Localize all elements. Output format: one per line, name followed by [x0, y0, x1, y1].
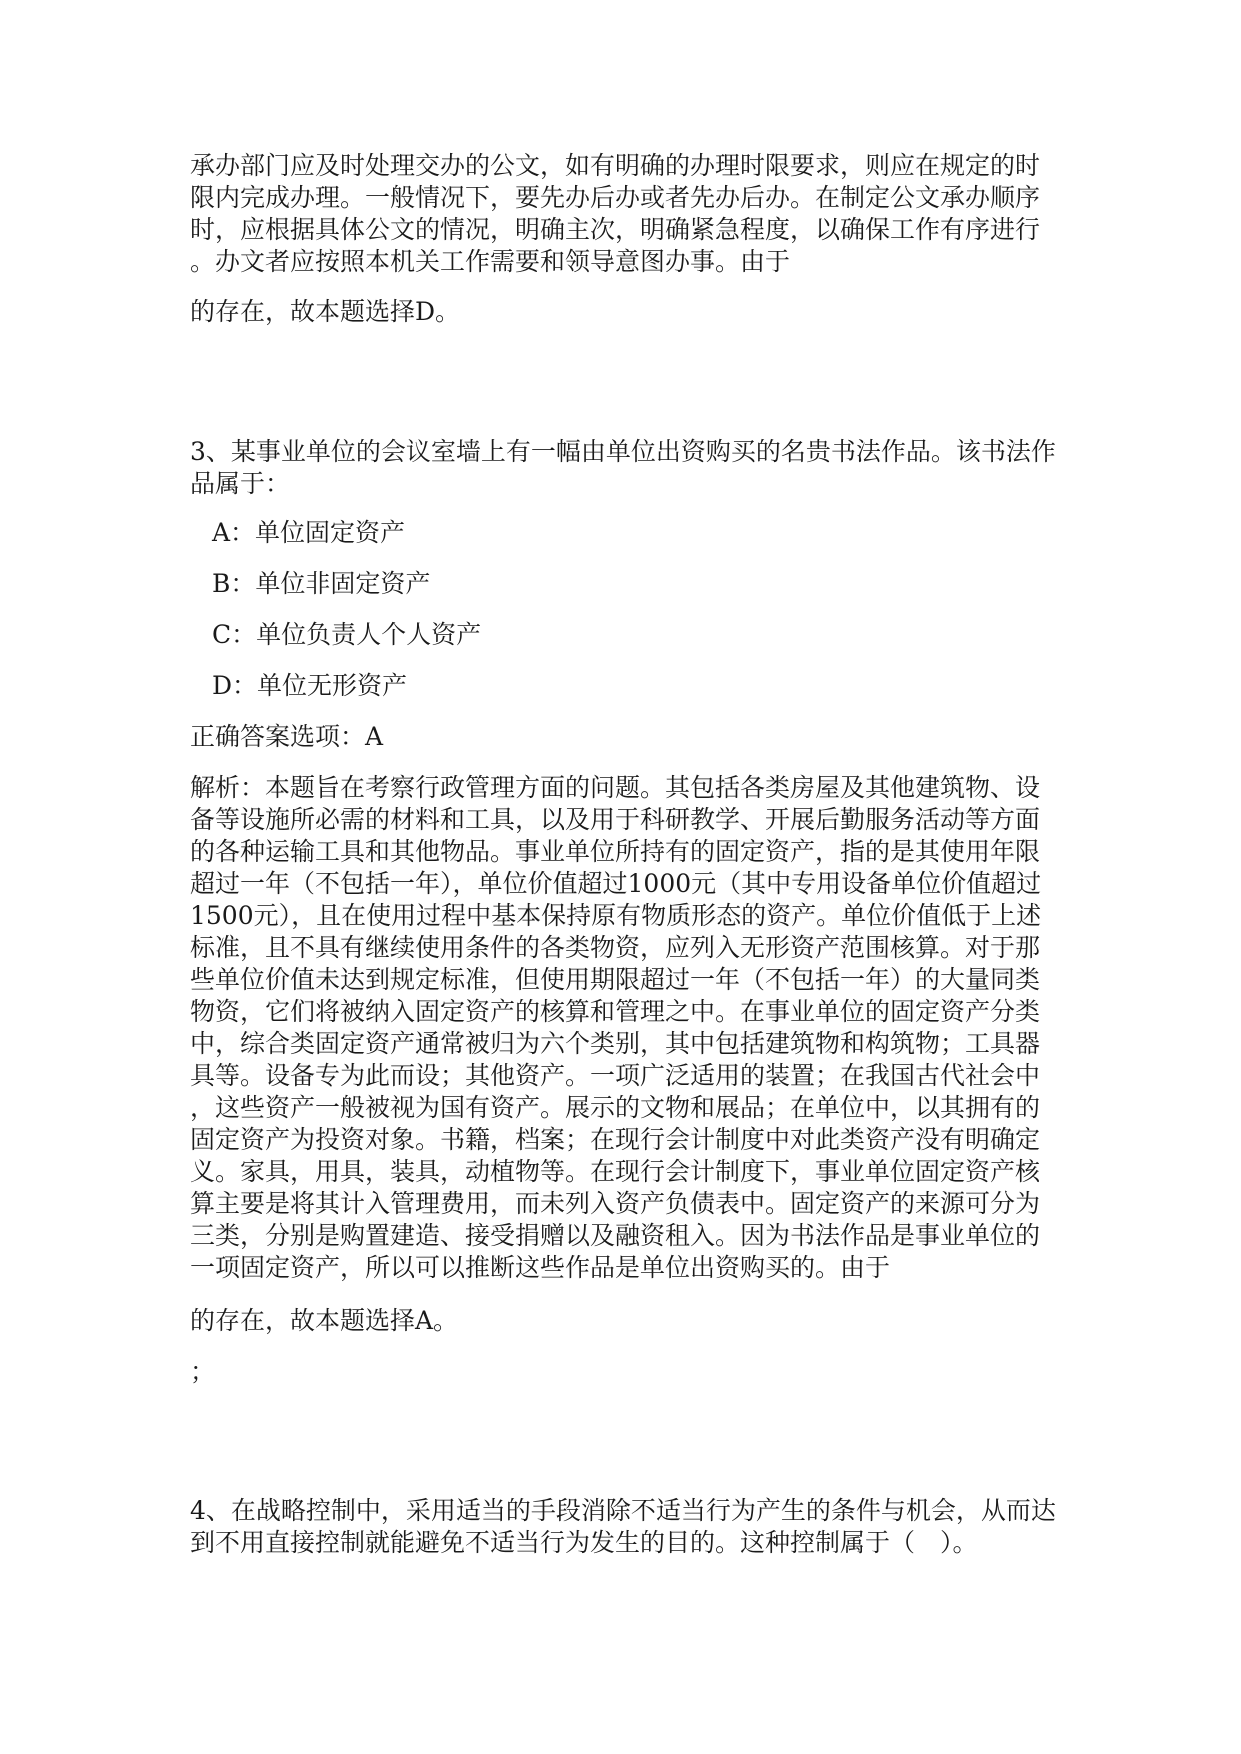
q3-stem	[190, 436, 1056, 500]
text-line: 中，综合类固定资产通常被归为六个类别，其中包括建筑物和构筑物；工具器	[190, 1029, 1041, 1058]
text-line: 时，应根据具体公文的情况，明确主次，明确紧急程度，以确保工作有序进行	[190, 215, 1041, 244]
text-line: 3、某事业单位的会议室墙上有一幅由单位出资购买的名贵书法作品。该书法作	[190, 437, 1056, 466]
text-line: 品属于：	[190, 469, 291, 498]
text-line: 一项固定资产，所以可以推断这些作品是单位出资购买的。由于	[190, 1253, 891, 1282]
q3-explanation	[190, 772, 1041, 1284]
text-line: 义。家具，用具，装具，动植物等。在现行会计制度下，事业单位固定资产核	[190, 1157, 1041, 1186]
text-line: 标准，且不具有继续使用条件的各类物资，应列入无形资产范围核算。对于那	[190, 933, 1041, 962]
q4-stem	[190, 1495, 1056, 1559]
text-line: 承办部门应及时处理交办的公文，如有明确的办理时限要求，则应在规定的时	[190, 151, 1041, 180]
text-line: 解析：本题旨在考察行政管理方面的问题。其包括各类房屋及其他建筑物、设	[190, 773, 1041, 802]
text-line: 三类，分别是购置建造、接受捐赠以及融资租入。因为书法作品是事业单位的	[190, 1221, 1041, 1250]
option-text: B：单位非固定资产	[212, 569, 431, 598]
q3-answer	[190, 721, 383, 753]
q2-explanation	[190, 150, 1040, 278]
text-line: 备等设施所必需的材料和工具，以及用于科研教学、开展后勤服务活动等方面	[190, 805, 1041, 834]
option-text: D：单位无形资产	[212, 671, 408, 700]
text-line: 算主要是将其计入管理费用，而未列入资产负债表中。固定资产的来源可分为	[190, 1189, 1041, 1218]
text-line: 1500元），且在使用过程中基本保持原有物质形态的资产。单位价值低于上述	[190, 901, 1042, 930]
q3-option-d	[190, 670, 407, 702]
text-line: 具等。设备专为此而设；其他资产。一项广泛适用的装置；在我国古代社会中	[190, 1061, 1041, 1090]
q3-option-b	[190, 568, 430, 600]
text-line: 超过一年（不包括一年），单位价值超过1000元（其中专用设备单位价值超过	[190, 869, 1042, 898]
q3-conclusion-text: 的存在，故本题选择A。	[190, 1306, 459, 1335]
q2-explanation-text	[190, 150, 1040, 278]
separator-text: ；	[190, 1357, 216, 1386]
q3-option-c	[190, 619, 481, 651]
text-line: 物资，它们将被纳入固定资产的核算和管理之中。在事业单位的固定资产分类	[190, 997, 1041, 1026]
text-line: 4、在战略控制中，采用适当的手段消除不适当行为产生的条件与机会，从而达	[190, 1496, 1056, 1525]
q3-stem-text	[190, 436, 1056, 500]
q2-conclusion	[190, 296, 460, 328]
q3-option-a	[190, 517, 405, 549]
text-line: 。办文者应按照本机关工作需要和领导意图办事。由于	[190, 247, 791, 276]
answer-text: 正确答案选项：A	[190, 722, 384, 751]
text-line: 些单位价值未达到规定标准，但使用期限超过一年（不包括一年）的大量同类	[190, 965, 1041, 994]
text-line: 的各种运输工具和其他物品。事业单位所持有的固定资产，指的是其使用年限	[190, 837, 1041, 866]
text-line: 到不用直接控制就能避免不适当行为发生的目的。这种控制属于（ ）。	[190, 1528, 978, 1557]
text-line: 限内完成办理。一般情况下，要先办后办或者先办后办。在制定公文承办顺序	[190, 183, 1041, 212]
q3-conclusion	[190, 1305, 458, 1337]
q2-conclusion-text: 的存在，故本题选择D。	[190, 297, 461, 326]
q4-stem-text	[190, 1495, 1056, 1559]
text-line: 固定资产为投资对象。书籍，档案；在现行会计制度中对此类资产没有明确定	[190, 1125, 1041, 1154]
q3-separator	[190, 1356, 215, 1388]
option-text: A：单位固定资产	[212, 518, 406, 547]
option-text: C：单位负责人个人资产	[212, 620, 482, 649]
q3-explanation-text	[190, 772, 1041, 1284]
text-line: ，这些资产一般被视为国有资产。展示的文物和展品；在单位中，以其拥有的	[190, 1093, 1041, 1122]
